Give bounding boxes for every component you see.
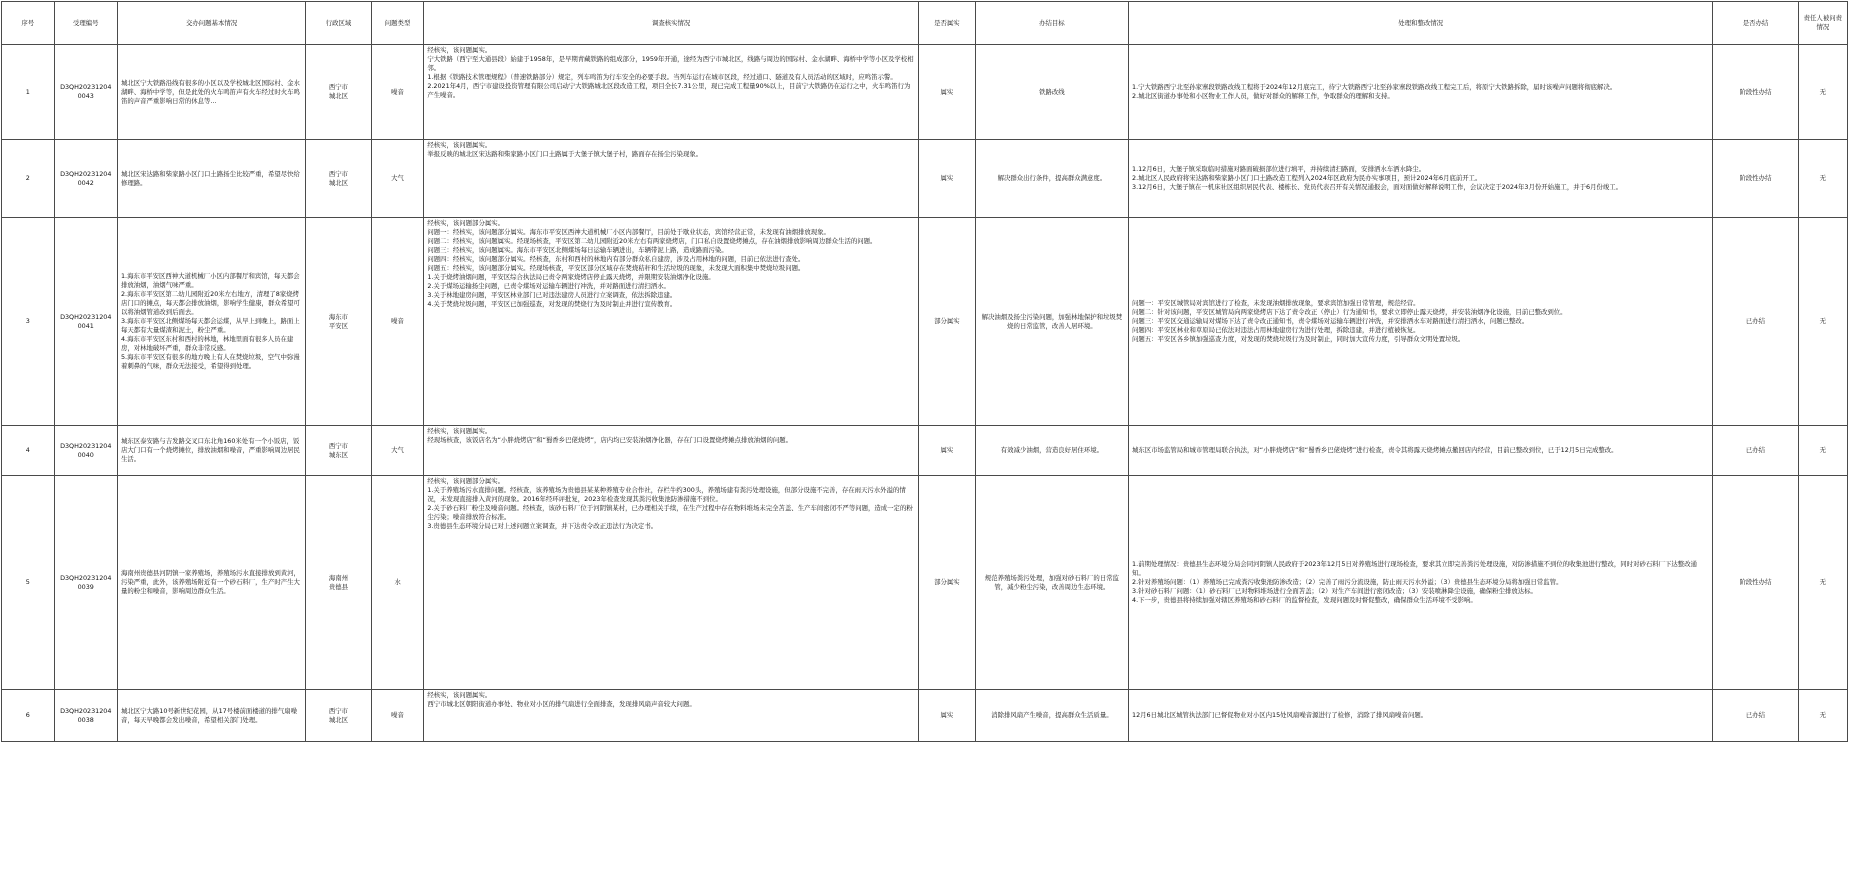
cell-goal: 解决油烟及扬尘污染问题，加强林地保护和垃圾焚烧的日常监管，改善人居环境。	[975, 218, 1128, 426]
cell-goal: 解决群众出行条件，提高群众满意度。	[975, 140, 1128, 218]
cell-type: 水	[371, 476, 424, 690]
cell-valid: 部分属实	[918, 476, 975, 690]
cell-issue: 城东区泰安路与吉发路交叉口东北角160米处有一个小饭店，饭店大门口有一个烧烤摊位，排放油烟和噪音，严重影响周边居民生活。	[117, 426, 305, 476]
header-accountability: 责任人被问责情况	[1798, 2, 1847, 45]
cell-seq: 3	[2, 218, 55, 426]
table-header-row	[2, 2, 1848, 45]
cell-accountability: 无	[1798, 426, 1847, 476]
cell-result: 1.前期处理情况：贵德县生态环境分局会同河阴镇人民政府于2023年12月5日对养殖场进行现场检查，要求其立即完善粪污处理设施，对防渗措施不到位的收集池进行整改，同时对砂石料厂下达整改通知。 2.针对养殖场问题：（1）养殖场已完成粪污收集池防渗改造；（2）完善了雨污分流设施，防止雨天污水外溢；（3）贵德县生态环境分局将加强日常监管。 3.针对砂石料厂问题：（1）砂石料厂已对物料堆场进行全面苫盖；（2）对生产车间进行密闭改造；（3）安装喷淋降尘设施，确保粉尘排放达标。 4.下一步，贵德县将持续加强对辖区养殖场和砂石料厂的监督检查，发现问题及时督促整改，确保群众生活环境不受影响。	[1129, 476, 1713, 690]
header-id: 受理编号	[54, 2, 117, 45]
cell-id: D3QH20231204 0040	[54, 426, 117, 476]
header-result: 处理和整改情况	[1129, 2, 1713, 45]
cell-type: 噪音	[371, 690, 424, 742]
cell-area: 西宁市 城北区	[306, 140, 372, 218]
cell-investigation: 经核实，该问题部分属实。 问题一：经核实，该问题部分属实。海东市平安区西神大道机械厂小区内部餐厅，目前处于歇业状态，宾馆经营正常，未发现有油烟排放现象。 问题二：经核实，该问题属实。经现场核查，平安区第二幼儿园附近20米左右有两家烧烤店，门口私自设置烧烤摊点，存在油烟排放影响周边群众生活的问题。 问题三：经核实，该问题属实。海东市平安区北侧煤场每日运输车辆进出，车辆带泥上路，造成路面污染。 问题四：经核实，该问题部分属实。经核查，东村和西村的林地内有部分群众私自建房，涉及占用林地的问题，目前已依法进行查处。 问题五：经核实，该问题部分属实。经现场核查，平安区部分区域存在焚烧秸秆和生活垃圾的现象，未发现大面积集中焚烧垃圾问题。 1.关于烧烤油烟问题，平安区综合执法局已责令两家烧烤店停止露天烧烤，并限期安装油烟净化设施。 2.关于煤场运输扬尘问题，已责令煤场对运输车辆进行冲洗，并对路面进行清扫洒水。 3.关于林地建房问题，平安区林业部门已对违法建房人员进行立案调查，依法拆除违建。 4.关于焚烧垃圾问题，平安区已加强巡查，对发现的焚烧行为及时制止并进行宣传教育。	[424, 218, 919, 426]
cell-id: D3QH20231204 0039	[54, 476, 117, 690]
cell-issue: 1.海东市平安区西神大道机械厂小区内部餐厅和宾馆，每天都会排放油烟，油烟气味严重。 2.海东市平安区第二幼儿园附近20米左右地方，清理了8家烧烤店门口的摊点，每天都会排放油烟，影响学生健康，群众希望可以将油烟管道改到后面去。 3.海东市平安区北侧煤场每天都会运煤，从早上到晚上，路面上每天都有大量煤渣和泥土，粉尘严重。 4.海东市平安区东村和西村的林地，林地里面有很多人员在建房，对林地破坏严重，群众非常反感。 5.海东市平安区有很多的地方晚上有人在焚烧垃圾，空气中弥漫着刺鼻的气味，群众无法接受，希望得到处理。	[117, 218, 305, 426]
cell-type: 大气	[371, 426, 424, 476]
cell-done: 阶段性办结	[1713, 140, 1798, 218]
cell-investigation: 经核实，该问题属实。 西宁市城北区朝阳街道办事处、物业对小区的排气扇进行全面排查，发现排风扇声音较大问题。	[424, 690, 919, 742]
complaint-table	[1, 1, 1848, 742]
cell-type: 大气	[371, 140, 424, 218]
cell-area: 西宁市 城东区	[306, 426, 372, 476]
cell-result: 1.宁大铁路西宁北至孙家寨段铁路改线工程将于2024年12月底完工，待宁大铁路西宁北至孙家寨段铁路改线工程完工后，将原宁大铁路拆除，届时该噪声问题将彻底解决。 2.城北区街道办事处和小区物业工作人员，做好对群众的解释工作，争取群众的理解和支持。	[1129, 45, 1713, 140]
cell-done: 阶段性办结	[1713, 476, 1798, 690]
cell-area: 海南州 贵德县	[306, 476, 372, 690]
cell-area: 西宁市 城北区	[306, 690, 372, 742]
header-done: 是否办结	[1713, 2, 1798, 45]
cell-id: D3QH20231204 0042	[54, 140, 117, 218]
cell-goal: 有效减少油烟，营造良好居住环境。	[975, 426, 1128, 476]
cell-issue: 城北区宁大路10号新世纪花园，从17号楼前面楼道的排气扇噪音，每天早晚都会发出噪音，希望相关部门处理。	[117, 690, 305, 742]
cell-accountability: 无	[1798, 140, 1847, 218]
cell-valid: 属实	[918, 140, 975, 218]
cell-done: 已办结	[1713, 690, 1798, 742]
table-row	[2, 476, 1848, 690]
table-row	[2, 45, 1848, 140]
cell-done: 阶段性办结	[1713, 45, 1798, 140]
cell-valid: 属实	[918, 426, 975, 476]
table-row	[2, 426, 1848, 476]
cell-seq: 5	[2, 476, 55, 690]
table-row	[2, 690, 1848, 742]
header-issue: 交办问题基本情况	[117, 2, 305, 45]
cell-investigation: 经核实，该问题属实。 举报反映的城北区宋达路和柴家路小区门口土路属于大堡子镇大堡子村，路面存在扬尘污染现象。	[424, 140, 919, 218]
cell-result: 1.12月6日，大堡子镇采取临时措施对路面破损部位进行填平，并持续清扫路面，安排洒水车洒水降尘。 2.城北区人民政府将宋达路和柴家路小区门口土路改造工程列入2024年区政府为民办实事项目，预计2024年6月底前开工。 3.12月6日，大堡子镇在一机床社区组织居民代表、楼栋长、党员代表召开有关情况通报会，面对面做好解释说明工作，会议决定于2024年3月份开始施工，并于6月份竣工。	[1129, 140, 1713, 218]
cell-accountability: 无	[1798, 476, 1847, 690]
cell-type: 噪音	[371, 218, 424, 426]
header-area: 行政区域	[306, 2, 372, 45]
cell-id: D3QH20231204 0041	[54, 218, 117, 426]
cell-accountability: 无	[1798, 218, 1847, 426]
cell-seq: 4	[2, 426, 55, 476]
cell-accountability: 无	[1798, 45, 1847, 140]
cell-seq: 6	[2, 690, 55, 742]
cell-done: 已办结	[1713, 218, 1798, 426]
cell-result: 问题一：平安区城管局对宾馆进行了检查，未发现油烟排放现象，要求宾馆加强日常管理，规范经营。 问题二：针对该问题，平安区城管局向两家烧烤店下达了责令改正（停止）行为通知书，要求立即停止露天烧烤，并安装油烟净化设施，目前已整改到位。 问题三：平安区交通运输局对煤场下达了责令改正通知书，责令煤场对运输车辆进行冲洗，并安排洒水车对路面进行清扫洒水，问题已整改。 问题四：平安区林业和草原局已依法对违法占用林地建房行为进行处理，拆除违建，并进行植被恢复。 问题五：平安区各乡镇加强巡查力度，对发现的焚烧垃圾行为及时制止，同时加大宣传力度，引导群众文明处置垃圾。	[1129, 218, 1713, 426]
header-valid: 是否属实	[918, 2, 975, 45]
cell-issue: 城北区宋达路和柴家路小区门口土路扬尘比较严重，希望尽快给修理路。	[117, 140, 305, 218]
cell-goal: 规范养殖场粪污处理，加强对砂石料厂的日常监管，减少粉尘污染，改善周边生态环境。	[975, 476, 1128, 690]
cell-accountability: 无	[1798, 690, 1847, 742]
cell-valid: 部分属实	[918, 218, 975, 426]
cell-result: 城东区市场监管局和城市管理局联合执法，对“小胖烧烤店”和“蜀香乡巴佬烧烤”进行检查，责令其将露天烧烤摊点撤回店内经营，目前已整改到位，已于12月5日完成整改。	[1129, 426, 1713, 476]
table-row	[2, 218, 1848, 426]
cell-id: D3QH20231204 0043	[54, 45, 117, 140]
header-goal: 办结目标	[975, 2, 1128, 45]
cell-type: 噪音	[371, 45, 424, 140]
cell-investigation: 经核实，该问题部分属实。 1.关于养殖场污水直排问题。经核查，该养殖场为贵德县某某种养殖专业合作社，存栏牛约300头，养殖场建有粪污处理设施，但部分设施不完善，存在雨天污水外溢的情况，未发现直接排入黄河的现象。2016年经环评批复，2023年检查发现其粪污收集池防渗措施不到位。 2.关于砂石料厂粉尘及噪音问题。经核查，该砂石料厂位于河阴镇某村，已办理相关手续，在生产过程中存在物料堆场未完全苫盖、生产车间密闭不严等问题，造成一定的粉尘污染；噪音排放符合标准。 3.贵德县生态环境分局已对上述问题立案调查，并下达责令改正违法行为决定书。	[424, 476, 919, 690]
table-row	[2, 140, 1848, 218]
cell-id: D3QH20231204 0038	[54, 690, 117, 742]
cell-area: 海东市 平安区	[306, 218, 372, 426]
cell-seq: 1	[2, 45, 55, 140]
cell-goal: 消除排风扇产生噪音，提高群众生活质量。	[975, 690, 1128, 742]
cell-investigation: 经核实，该问题属实。 经现场核查，该饭店名为“小胖烧烤店”和“蜀香乡巴佬烧烤”，店内均已安装油烟净化器，存在门口设置烧烤摊点排放油烟的问题。	[424, 426, 919, 476]
header-investigation: 调查核实情况	[424, 2, 919, 45]
cell-seq: 2	[2, 140, 55, 218]
header-seq: 序号	[2, 2, 55, 45]
cell-issue: 海南州贵德县河阴镇一家养殖场，养殖场污水直接排放到黄河，污染严重，此外，该养殖场附近有一个砂石料厂，生产时产生大量的粉尘和噪音，影响周边群众生活。	[117, 476, 305, 690]
cell-issue: 城北区宁大铁路沿线有很多的小区以及学校城北区国际村、金水湖畔、海桥中学等，但是此处的火车鸣笛声有火车经过时火车鸣笛的声音严重影响日常的休息等...	[117, 45, 305, 140]
cell-done: 已办结	[1713, 426, 1798, 476]
cell-valid: 属实	[918, 690, 975, 742]
header-type: 问题类型	[371, 2, 424, 45]
cell-goal: 铁路改线	[975, 45, 1128, 140]
cell-result: 12月6日城北区城管执法部门已督促物业对小区内15处风扇噪音源进行了检修，消除了排风扇噪音问题。	[1129, 690, 1713, 742]
cell-investigation: 经核实，该问题属实。 宁大铁路（西宁至大通县段）始建于1958年，是早期青藏铁路的组成部分，1959年开通，途经为西宁市城北区，线路与周边的国际村、金水湖畔、海桥中学等小区及学校相邻。 1.根据《铁路技术管理规程》（普速铁路部分）规定，列车鸣笛为行车安全的必要手段。当列车运行在城市区段，经过道口、隧道及有人员活动的区域时，应鸣笛示警。 2.2021年4月，西宁市建设投资管理有限公司启动宁大铁路城北区段改造工程，项目全长7.31公里，现已完成工程量90%以上，目前宁大铁路仍在运行之中，火车鸣笛行为产生噪音。	[424, 45, 919, 140]
cell-valid: 属实	[918, 45, 975, 140]
cell-area: 西宁市 城北区	[306, 45, 372, 140]
